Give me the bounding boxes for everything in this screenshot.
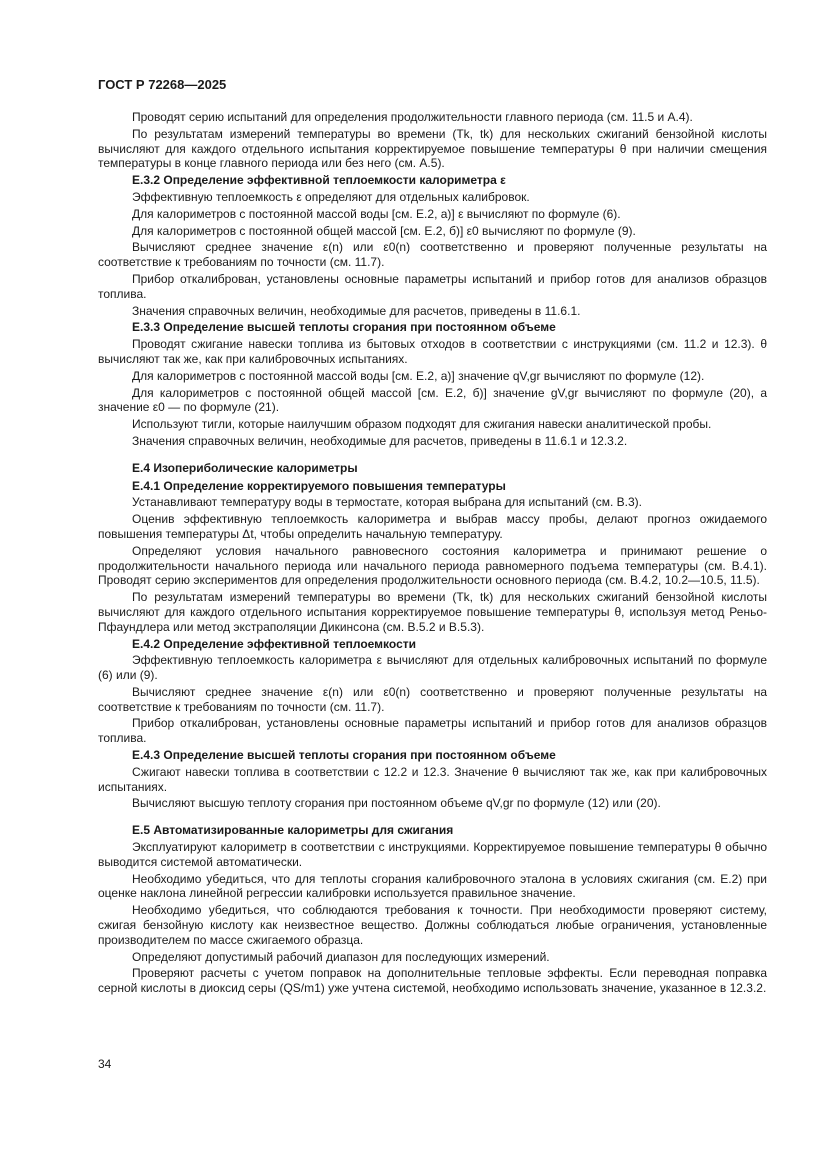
paragraph: Эффективную теплоемкость калориметра ε вычисляют для отдельных калибровочных испытаний по формуле (6) или (9). — [98, 653, 767, 683]
paragraph: Используют тигли, которые наилучшим образом подходят для сжигания навески аналитической пробы. — [132, 417, 712, 432]
paragraph: Необходимо убедиться, что соблюдаются требования к точности. При необходимости проверяют систему, сжигая бензойную кислоту как неизвестное вещество. Должны соблюдаться любые ограничения, установленные производителем по массе сжигаемого образца. — [98, 903, 767, 947]
document-body — [98, 110, 767, 998]
section-heading-e4: Е.4 Изопериболические калориметры — [132, 460, 358, 475]
paragraph: Устанавливают температуру воды в термостате, которая выбрана для испытаний (см. В.3). — [132, 495, 642, 510]
paragraph: Вычисляют среднее значение ε(n) или ε0(n) соответственно и проверяют полученные результаты на соответствие к требованиям по точности (см. 11.7). — [98, 240, 767, 270]
paragraph: Вычисляют среднее значение ε(n) или ε0(n) соответственно и проверяют полученные результаты на соответствие к требованиям по точности (см. 11.7). — [98, 684, 767, 714]
subsection-heading-e32: Е.3.2 Определение эффективной теплоемкости калориметра ε — [132, 173, 506, 188]
page-number: 34 — [98, 1057, 112, 1071]
subsection-heading-e41: Е.4.1 Определение корректируемого повышения температуры — [132, 478, 506, 493]
subsection-heading-e43: Е.4.3 Определение высшей теплоты сгорания при постоянном объеме — [132, 748, 556, 763]
paragraph: По результатам измерений температуры во времени (Tk, tk) для нескольких сжиганий бензойной кислоты вычисляют для каждого отдельного испытания корректируемое повышение температуры θ при наличии смещения температуры в конце главного периода или без него (см. А.5). — [98, 126, 767, 171]
paragraph: Определяют условия начального равновесного состояния калориметра и принимают решение о продолжительности начального периода или начального периода равномерного подъема температуры (см. В.4.1). Проводят серию экспериментов для определения продолжительности основного периода (см. В.4.2, 10.2—10.5, 11.5). — [98, 543, 767, 588]
paragraph: Эффективную теплоемкость ε определяют для отдельных калибровок. — [132, 189, 530, 204]
paragraph: По результатам измерений температуры во времени (Tk, tk) для нескольких сжиганий бензойной кислоты вычисляют для каждого отдельного испытания корректируемое повышение температуры θ, используя метод Реньо-Пфаундлера или метод экстраполяции Дикинсона (см. В.5.2 и В.5.3). — [98, 590, 767, 634]
paragraph: Проводят сжигание навески топлива из бытовых отходов в соответствии с инструкциями (см. 11.2 и 12.3). θ вычисляют так же, как при калибровочных испытаниях. — [98, 337, 767, 366]
paragraph: Для калориметров с постоянной общей массой [см. Е.2, б)] значение gV,gr вычисляют по формуле (20), а значение ε0 — по формуле (21). — [98, 385, 767, 415]
paragraph: Проверяют расчеты с учетом поправок на дополнительные тепловые эффекты. Если переводная поправка серной кислоты в диоксид серы (QS/m1) уже учтена системой, необходимо использовать значение, указанное в 12.3.2. — [98, 966, 767, 996]
paragraph: Необходимо убедиться, что для теплоты сгорания калибровочного эталона в условиях сжигания (см. Е.2) при оценке наклона линейной регрессии калибровки используется правильное значение. — [98, 871, 767, 901]
paragraph: Прибор откалиброван, установлены основные параметры испытаний и прибор готов для анализов образцов топлива. — [98, 271, 767, 301]
section-heading-e5: Е.5 Автоматизированные калориметры для сжигания — [132, 823, 454, 838]
paragraph: Значения справочных величин, необходимые для расчетов, приведены в 11.6.1. — [132, 303, 581, 318]
subsection-heading-e42: Е.4.2 Определение эффективной теплоемкости — [132, 636, 417, 651]
document-code-header: ГОСТ Р 72268—2025 — [98, 77, 227, 92]
paragraph: Проводят серию испытаний для определения продолжительности главного периода (см. 11.5 и А.4). — [132, 110, 693, 124]
paragraph: Сжигают навески топлива в соответствии с 12.2 и 12.3. Значение θ вычисляют так же, как при калибровочных испытаниях. — [98, 764, 767, 794]
paragraph: Определяют допустимый рабочий диапазон для последующих измерений. — [132, 949, 550, 964]
subsection-heading-e33: Е.3.3 Определение высшей теплоты сгорания при постоянном объеме — [132, 320, 556, 335]
paragraph: Для калориметров с постоянной массой воды [см. Е.2, а)] значение qV,gr вычисляют по формуле (12). — [132, 368, 705, 383]
paragraph: Вычисляют высшую теплоту сгорания при постоянном объеме qV,gr по формуле (12) или (20). — [132, 796, 661, 811]
paragraph: Эксплуатируют калориметр в соответствии с инструкциями. Корректируемое повышение температуры θ обычно выводится системой автоматически. — [98, 840, 767, 869]
paragraph: Оценив эффективную теплоемкость калориметра и выбрав массу пробы, делают прогноз ожидаемого повышения температуры Δt, чтобы определить начальную температуру. — [98, 512, 767, 541]
paragraph: Для калориметров с постоянной общей массой [см. Е.2, б)] ε0 вычисляют по формуле (9). — [132, 223, 636, 238]
paragraph: Значения справочных величин, необходимые для расчетов, приведены в 11.6.1 и 12.3.2. — [132, 433, 628, 448]
paragraph: Прибор откалиброван, установлены основные параметры испытаний и прибор готов для анализов образцов топлива. — [98, 716, 767, 746]
paragraph: Для калориметров с постоянной массой воды [см. Е.2, а)] ε вычисляют по формуле (6). — [132, 206, 621, 221]
